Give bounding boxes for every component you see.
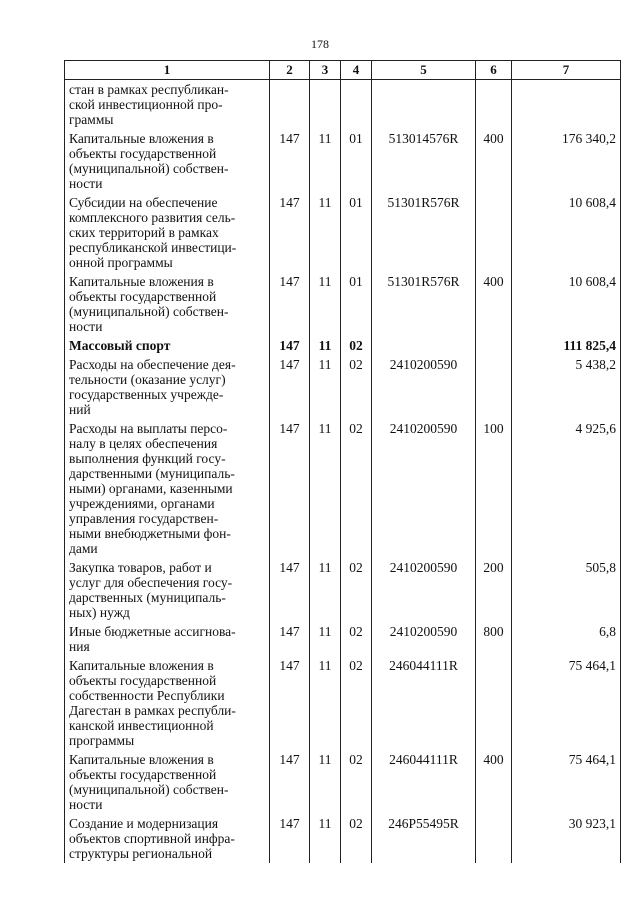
row-target-article: 246044111R (372, 750, 476, 814)
table-row (65, 355, 621, 419)
column-header-4: 4 (341, 61, 372, 80)
row-description: Расходы на обеспечение дея- тельности (оказание услуг) государственных учрежде- ний (65, 355, 270, 419)
table-header-row (65, 61, 621, 80)
row-amount: 5 438,2 (512, 355, 621, 419)
row-subsection: 01 (341, 129, 372, 193)
row-expense-type: 400 (476, 129, 512, 193)
row-amount: 176 340,2 (512, 129, 621, 193)
table-row (65, 193, 621, 272)
column-header-7: 7 (512, 61, 621, 80)
row-ministry-code: 147 (270, 193, 310, 272)
row-section: 11 (310, 272, 341, 336)
row-amount: 30 923,1 (512, 814, 621, 863)
row-section: 11 (310, 814, 341, 863)
row-target-article: 51301R576R (372, 193, 476, 272)
row-amount (512, 80, 621, 130)
row-subsection: 02 (341, 336, 372, 355)
table-row (65, 419, 621, 558)
row-target-article (372, 336, 476, 355)
row-description: Иные бюджетные ассигнова- ния (65, 622, 270, 656)
row-section: 11 (310, 129, 341, 193)
row-expense-type (476, 814, 512, 863)
column-header-6: 6 (476, 61, 512, 80)
row-section: 11 (310, 193, 341, 272)
table-row (65, 750, 621, 814)
row-amount: 6,8 (512, 622, 621, 656)
table-row (65, 558, 621, 622)
row-target-article: 246P55495R (372, 814, 476, 863)
row-target-article: 51301R576R (372, 272, 476, 336)
row-section: 11 (310, 419, 341, 558)
row-amount: 75 464,1 (512, 656, 621, 750)
table-row (65, 622, 621, 656)
row-section (310, 80, 341, 130)
row-ministry-code: 147 (270, 814, 310, 863)
row-expense-type (476, 656, 512, 750)
row-ministry-code (270, 80, 310, 130)
row-description: Закупка товаров, работ и услуг для обеспечения госу- дарственных (муниципаль- ных) нужд (65, 558, 270, 622)
row-ministry-code: 147 (270, 272, 310, 336)
row-section: 11 (310, 656, 341, 750)
row-subsection: 02 (341, 814, 372, 863)
row-ministry-code: 147 (270, 355, 310, 419)
row-description: Массовый спорт (65, 336, 270, 355)
row-ministry-code: 147 (270, 622, 310, 656)
row-amount: 10 608,4 (512, 272, 621, 336)
row-expense-type: 800 (476, 622, 512, 656)
row-expense-type: 400 (476, 750, 512, 814)
table-row (65, 272, 621, 336)
column-header-2: 2 (270, 61, 310, 80)
row-expense-type (476, 336, 512, 355)
row-subsection: 01 (341, 193, 372, 272)
column-header-1: 1 (65, 61, 270, 80)
column-header-3: 3 (310, 61, 341, 80)
row-amount: 505,8 (512, 558, 621, 622)
row-target-article: 2410200590 (372, 558, 476, 622)
row-description: Субсидии на обеспечение комплексного развития сель- ских территорий в рамках республиканской инвестици- онной программы (65, 193, 270, 272)
row-section: 11 (310, 558, 341, 622)
row-expense-type: 200 (476, 558, 512, 622)
budget-table (64, 60, 621, 863)
row-amount: 10 608,4 (512, 193, 621, 272)
row-section: 11 (310, 622, 341, 656)
row-expense-type: 400 (476, 272, 512, 336)
row-subsection: 01 (341, 272, 372, 336)
row-subsection: 02 (341, 558, 372, 622)
row-ministry-code: 147 (270, 750, 310, 814)
table-row (65, 129, 621, 193)
row-ministry-code: 147 (270, 419, 310, 558)
row-ministry-code: 147 (270, 336, 310, 355)
row-section: 11 (310, 355, 341, 419)
row-target-article: 2410200590 (372, 355, 476, 419)
row-target-article: 2410200590 (372, 622, 476, 656)
row-description: Капитальные вложения в объекты государственной (муниципальной) собствен- ности (65, 129, 270, 193)
row-description: Создание и модернизация объектов спортивной инфра- структуры региональной (65, 814, 270, 863)
row-subsection: 02 (341, 750, 372, 814)
row-target-article: 2410200590 (372, 419, 476, 558)
row-description: стан в рамках республикан- ской инвестиционной про- граммы (65, 80, 270, 130)
row-ministry-code: 147 (270, 129, 310, 193)
row-expense-type (476, 355, 512, 419)
row-section: 11 (310, 750, 341, 814)
row-section: 11 (310, 336, 341, 355)
row-subsection: 02 (341, 419, 372, 558)
page-number: 178 (311, 37, 329, 51)
row-subsection (341, 80, 372, 130)
row-amount: 111 825,4 (512, 336, 621, 355)
row-ministry-code: 147 (270, 558, 310, 622)
table-row (65, 336, 621, 355)
row-expense-type: 100 (476, 419, 512, 558)
column-header-5: 5 (372, 61, 476, 80)
row-subsection: 02 (341, 622, 372, 656)
row-target-article: 513014576R (372, 129, 476, 193)
row-amount: 75 464,1 (512, 750, 621, 814)
row-subsection: 02 (341, 355, 372, 419)
table-row (65, 80, 621, 130)
row-amount: 4 925,6 (512, 419, 621, 558)
row-description: Капитальные вложения в объекты государственной (муниципальной) собствен- ности (65, 272, 270, 336)
table-body (65, 80, 621, 864)
row-target-article (372, 80, 476, 130)
row-expense-type (476, 193, 512, 272)
table-row (65, 656, 621, 750)
row-description: Капитальные вложения в объекты государственной собственности Республики Дагестан в рамках республи- канской инвестиционной программы (65, 656, 270, 750)
row-target-article: 246044111R (372, 656, 476, 750)
row-description: Капитальные вложения в объекты государственной (муниципальной) собствен- ности (65, 750, 270, 814)
row-expense-type (476, 80, 512, 130)
table-row (65, 814, 621, 863)
row-description: Расходы на выплаты персо- налу в целях обеспечения выполнения функций госу- дарственными (муниципаль- ными) органами, казенными учреждениями, органами управления государствен- ными внебюджетными фон- дами (65, 419, 270, 558)
row-subsection: 02 (341, 656, 372, 750)
row-ministry-code: 147 (270, 656, 310, 750)
